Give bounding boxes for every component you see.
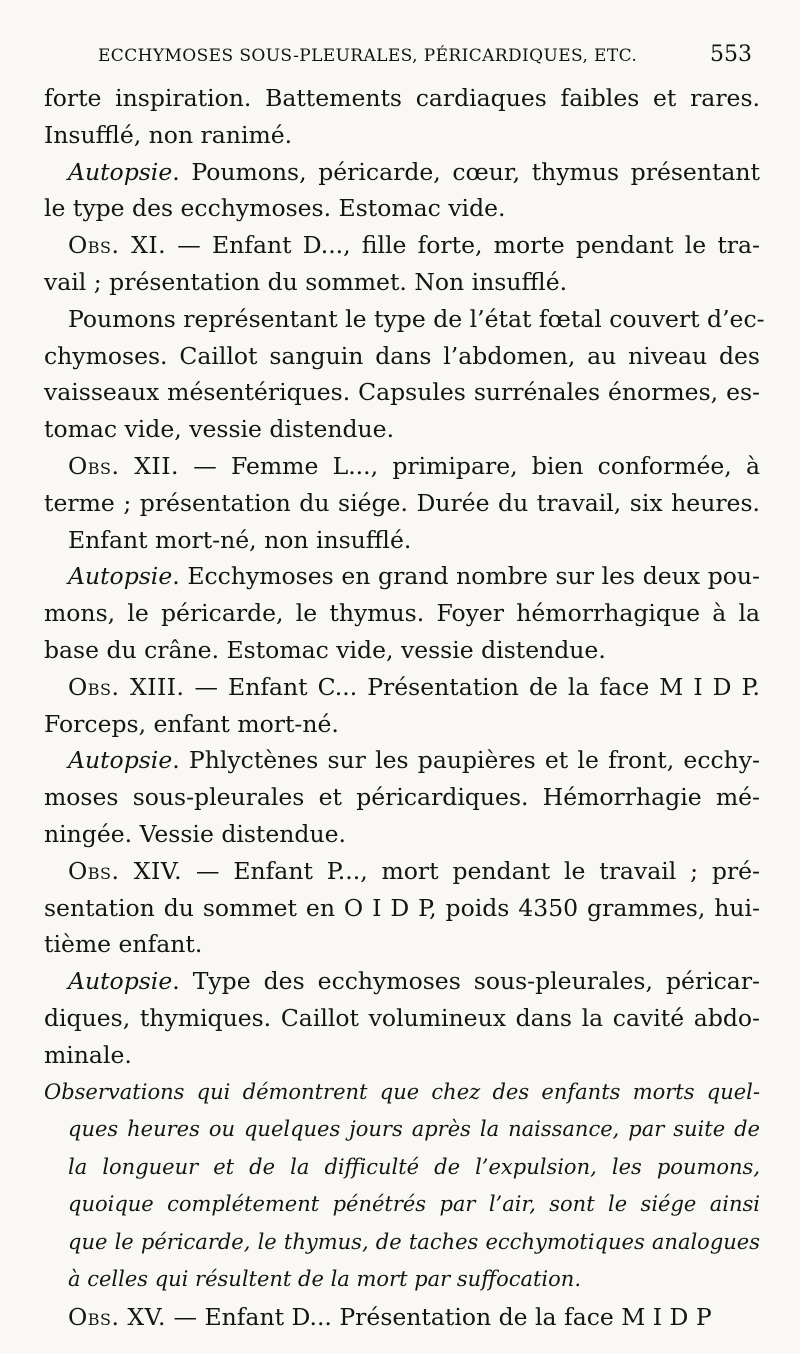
italic-summary-note — [44, 1074, 760, 1299]
text-segment: terme ; présentation du siége. Durée du travail, six heures. — [44, 488, 760, 517]
text-segment: vaisseaux mésentériques. Capsules surrénales énormes, es- — [44, 378, 760, 407]
italic-label: Autopsie — [68, 967, 173, 996]
text-line — [44, 485, 760, 522]
text-line — [44, 558, 760, 595]
running-head-title: ECCHYMOSES SOUS-PLEURALES, PÉRICARDIQUES, ETC. — [98, 46, 638, 66]
text-line — [44, 154, 760, 191]
text-line — [44, 117, 760, 154]
text-line — [44, 227, 760, 264]
text-line — [44, 1299, 760, 1336]
text-segment: Poumons représentant le type de l’état fœtal couvert d’ec- — [68, 304, 765, 333]
text-segment: mons, le péricarde, le thymus. Foyer hémorrhagique à la — [44, 599, 760, 628]
text-segment: Forceps, enfant mort-né. — [44, 709, 339, 738]
text-line — [44, 80, 760, 117]
text-line — [44, 890, 760, 927]
italic-label: Autopsie — [68, 746, 173, 775]
note-line: ques heures ou quelques jours après la naissance, par suite de — [68, 1117, 760, 1142]
observation-label: Obs. XIII. — [68, 672, 185, 701]
text-line — [44, 926, 760, 963]
text-segment: Insufflé, non ranimé. — [44, 120, 293, 149]
text-segment: forte inspiration. Battements cardiaques faibles et rares. — [44, 84, 760, 112]
text-segment: ningée. Vessie distendue. — [44, 819, 346, 848]
page-number: 553 — [710, 42, 752, 67]
body-text — [44, 80, 765, 1335]
text-line — [44, 853, 760, 890]
text-segment: diques, thymiques. Caillot volumineux dans la cavité abdo- — [44, 1003, 760, 1032]
italic-label: Autopsie — [68, 562, 173, 591]
text-segment: tième enfant. — [44, 930, 203, 959]
note-line: que le péricarde, le thymus, de taches ecchymotiques analogues — [68, 1229, 760, 1254]
text-line — [44, 632, 760, 669]
text-line — [44, 264, 760, 301]
text-line — [44, 1000, 760, 1037]
text-segment: — Femme L..., primipare, bien conformée, à — [178, 451, 760, 480]
text-segment: — Enfant C... Présentation de la face M I D P. — [184, 672, 760, 701]
observation-label: Obs. XII. — [68, 451, 179, 480]
note-line: quoique complétement pénétrés par l’air, sont le siége ainsi — [68, 1192, 760, 1217]
text-line — [44, 522, 760, 559]
observation-label: Obs. XIV. — [68, 856, 183, 885]
text-line — [44, 595, 760, 632]
text-segment: — Enfant D... Présentation de la face M I D P — [166, 1302, 712, 1331]
note-line: la longueur et de la difficulté de l’expulsion, les poumons, — [68, 1154, 760, 1179]
text-segment: moses sous-pleurales et péricardiques. Hémorrhagie mé- — [44, 783, 760, 812]
text-segment: . Ecchymoses en grand nombre sur les deux pou- — [172, 562, 760, 591]
italic-label: Autopsie — [68, 157, 173, 186]
text-line — [44, 669, 760, 706]
text-line — [44, 301, 765, 338]
text-line — [44, 338, 760, 375]
text-segment: base du crâne. Estomac vide, vessie distendue. — [44, 635, 606, 664]
text-segment: minale. — [44, 1040, 132, 1069]
text-line — [44, 448, 760, 485]
text-segment: chymoses. Caillot sanguin dans l’abdomen, au niveau des — [44, 341, 760, 370]
text-line — [44, 779, 760, 816]
text-line — [44, 706, 760, 743]
text-segment: — Enfant P..., mort pendant le travail ; pré- — [182, 856, 760, 885]
text-segment: . Poumons, péricarde, cœur, thymus présentant — [172, 157, 760, 186]
text-line — [44, 742, 760, 779]
text-line — [44, 374, 760, 411]
text-segment: . Type des ecchymoses sous-pleurales, péricar- — [172, 967, 760, 996]
text-segment: — Enfant D..., fille forte, morte pendant le tra- — [166, 231, 760, 260]
running-head — [98, 42, 758, 72]
text-line — [44, 816, 760, 853]
observation-label: Obs. XV. — [68, 1302, 166, 1331]
text-line — [44, 963, 760, 1000]
text-segment: . Phlyctènes sur les paupières et le front, ecchy- — [172, 746, 760, 775]
text-segment: vail ; présentation du sommet. Non insufflé. — [44, 267, 568, 296]
text-line — [44, 190, 760, 227]
observation-label: Obs. XI. — [68, 231, 167, 260]
note-line: Observations qui démontrent que chez des enfants morts quel- — [44, 1079, 760, 1104]
text-line — [44, 411, 760, 448]
note-line: à celles qui résultent de la mort par suffocation. — [68, 1267, 581, 1292]
text-line — [44, 1037, 760, 1074]
text-segment: tomac vide, vessie distendue. — [44, 415, 395, 444]
text-segment: le type des ecchymoses. Estomac vide. — [44, 194, 506, 223]
text-segment: sentation du sommet en O I D P, poids 4350 grammes, hui- — [44, 893, 760, 922]
text-segment: Enfant mort-né, non insufflé. — [68, 525, 412, 554]
